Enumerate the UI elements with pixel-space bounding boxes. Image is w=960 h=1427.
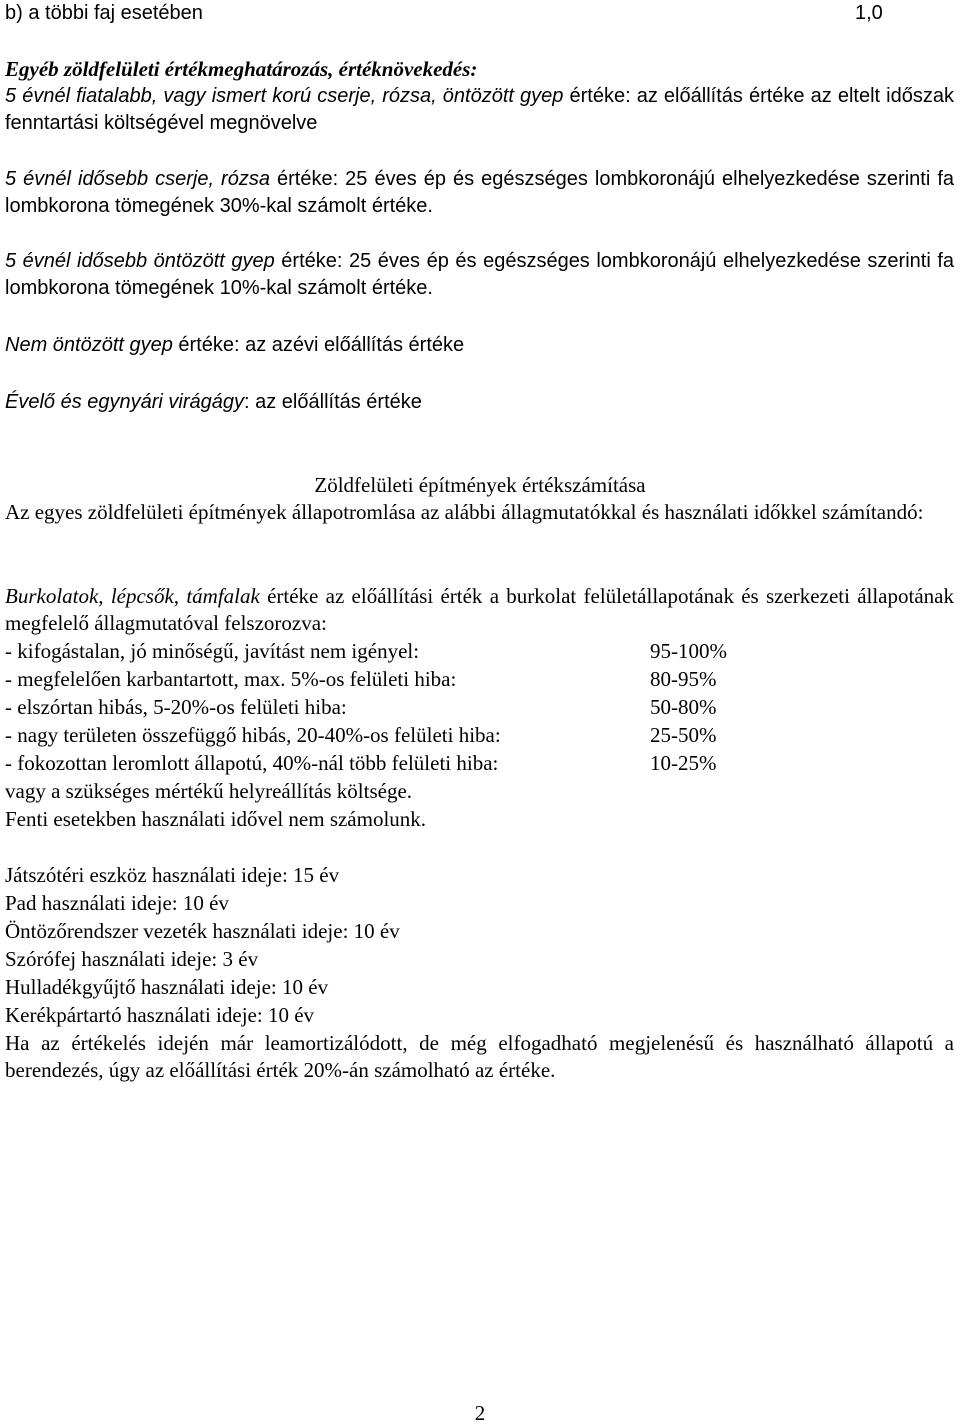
after-conditions-1: vagy a szükséges mértékű helyreállítás költsége. — [5, 779, 413, 803]
valuation-heading-text: Egyéb zöldfelületi értékmeghatározás, értéknövekedés: — [5, 57, 478, 81]
p3-rest: értéke: 25 éves ép és egészséges lombkoronájú elhelyezkedése szerinti fa lombkorona tömegének 10%-kal számolt értéke. — [5, 250, 954, 299]
condition-label: - fokozottan leromlott állapotú, 40%-nál több felületi hiba: — [5, 751, 499, 775]
structures-intro: Az egyes zöldfelületi építmények állapotromlása az alábbi állagmutatókkal és használati időkkel számítandó: — [5, 500, 924, 524]
pavement-paragraph — [5, 583, 954, 637]
p4-rest: értéke: az azévi előállítás értéke — [172, 334, 465, 356]
valuation-heading — [5, 56, 954, 83]
lifetime-item: Öntözőrendszer vezeték használati ideje: 10 év — [5, 919, 400, 943]
condition-value: 95-100% — [650, 639, 727, 663]
p5-rest: : az előállítás értéke — [244, 391, 422, 413]
pavement-rest: értéke az előállítási érték a burkolat felületállapotának és szerkezeti állapotának megfelelő állagmutatóval felszorozva: — [5, 584, 954, 635]
valuation-paragraph-3 — [5, 248, 954, 302]
lifetime-item: Játszótéri eszköz használati ideje: 15 év — [5, 863, 340, 887]
lifetime-item: Pad használati ideje: 10 év — [5, 891, 229, 915]
p2-rest: értéke: 25 éves ép és egészséges lombkoronájú elhelyezkedése szerinti fa lombkorona tömegének 30%-kal számolt értéke. — [5, 168, 954, 217]
p2-italic: 5 évnél idősebb cserje, rózsa — [5, 168, 270, 190]
lifetime-item: Kerékpártartó használati ideje: 10 év — [5, 1003, 315, 1027]
valuation-paragraph-5 — [5, 389, 954, 416]
structures-title: Zöldfelületi építmények értékszámítása — [314, 473, 646, 497]
p4-italic: Nem öntözött gyep — [5, 334, 173, 356]
lifetime-item: Hulladékgyűjtő használati ideje: 10 év — [5, 975, 329, 999]
condition-value: 25-50% — [650, 723, 717, 747]
valuation-paragraph-1 — [5, 83, 954, 137]
p3-italic: 5 évnél idősebb öntözött gyep — [5, 250, 275, 272]
condition-row — [5, 694, 945, 721]
condition-label: - nagy területen összefüggő hibás, 20-40%-os felületi hiba: — [5, 723, 501, 747]
condition-row — [5, 666, 945, 693]
lifetime-item: Szórófej használati ideje: 3 év — [5, 947, 259, 971]
top-line-label: b) a többi faj esetében — [5, 2, 203, 24]
top-line-value: 1,0 — [855, 2, 883, 24]
condition-row — [5, 722, 945, 749]
pavement-italic: Burkolatok, lépcsők, támfalak — [5, 584, 260, 608]
p5-italic: Évelő és egynyári virágágy — [5, 391, 245, 413]
closing-paragraph: Ha az értékelés idején már leamortizálódott, de még elfogadható megjelenésű és használható állapotú a berendezés, úgy az előállítási érték 20%-án számolható az értéke. — [5, 1031, 954, 1082]
page-number: 2 — [474, 1401, 486, 1425]
p1-rest: értéke: az előállítás értéke az eltelt időszak fenntartási költségével megnövelve — [5, 85, 954, 134]
valuation-paragraph-4 — [5, 332, 954, 359]
after-conditions-2: Fenti esetekben használati idővel nem számolunk. — [5, 807, 427, 831]
condition-label: - kifogástalan, jó minőségű, javítást nem igényel: — [5, 639, 420, 663]
condition-label: - megfelelően karbantartott, max. 5%-os felületi hiba: — [5, 667, 457, 691]
p1-italic: 5 évnél fiatalabb, vagy ismert korú cserje, rózsa, öntözött gyep — [5, 85, 564, 107]
condition-value: 80-95% — [650, 667, 717, 691]
condition-row — [5, 750, 945, 777]
condition-value: 10-25% — [650, 751, 717, 775]
top-line — [5, 0, 945, 27]
condition-label: - elszórtan hibás, 5-20%-os felületi hiba: — [5, 695, 347, 719]
condition-row — [5, 638, 945, 665]
condition-value: 50-80% — [650, 695, 717, 719]
valuation-paragraph-2 — [5, 166, 954, 220]
